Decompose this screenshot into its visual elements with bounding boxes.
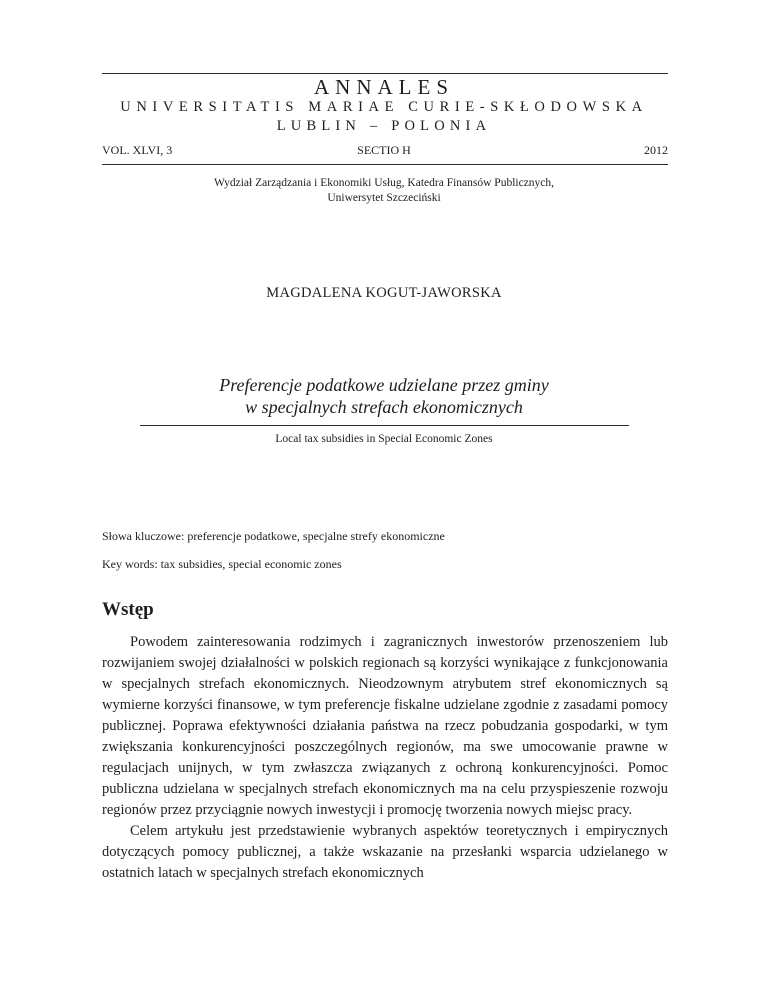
masthead-bottom-rule xyxy=(102,164,668,165)
journal-location: LUBLIN – POLONIA xyxy=(276,118,492,134)
body-text xyxy=(102,632,668,884)
section-heading: Wstęp xyxy=(102,599,154,620)
paragraph-2: Celem artykułu jest przedstawienie wybranych aspektów teoretycznych i empirycznych dotyczących pomocy publicznej, a także wskazanie na przesłanki wsparcia udzielanego w ostatnich latach w specjalnych strefach ekonomicznych xyxy=(102,823,668,881)
year-label: 2012 xyxy=(644,143,668,157)
section-label: SECTIO H xyxy=(357,143,411,157)
paragraph-1: Powodem zainteresowania rodzimych i zagranicznych inwestorów przenoszeniem lub rozwijaniem swojej działalności w polskich regionach są korzyści wynikające z funkcjonowania w specjalnych strefach ekonomicznych. Nieodzownym atrybutem stref ekonomicznych są wymierne korzyści finansowe, w tym preferencje fiskalne udzielane zgodnie z zasadami pomocy publicznej. Poprawa efektywności działania państwa na rzecz pobudzania gospodarki, w tym zwiększania konkurencyjności poszczególnych regionów, ma swe umocowanie prawne w regulacjach unijnych, w tym zwłaszcza związanych z ochroną konkurencyjności. Pomoc publiczna udzielana w specjalnych strefach ekonomicznych ma na celu przyspieszenie rozwoju regionów przez przyciągnie nowych inwestycji i promocję tworzenia nowych miejsc pracy. xyxy=(102,634,668,818)
affiliation-line-2: Uniwersytet Szczeciński xyxy=(327,192,441,204)
keywords-polish: Słowa kluczowe: preferencje podatkowe, specjalne strefy ekonomiczne xyxy=(102,529,445,543)
title-rule xyxy=(140,425,629,426)
article-title-line-2: w specjalnych strefach ekonomicznych xyxy=(245,397,523,417)
article-title-line-1: Preferencje podatkowe udzielane przez gminy xyxy=(219,375,549,395)
keywords-english: Key words: tax subsidies, special economic zones xyxy=(102,557,342,571)
affiliation-line-1: Wydział Zarządzania i Ekonomiki Usług, Katedra Finansów Publicznych, xyxy=(213,177,555,189)
journal-title: ANNALES xyxy=(314,75,454,99)
journal-subtitle: UNIVERSITATIS MARIAE CURIE-SKŁODOWSKA xyxy=(120,99,648,115)
volume-label: VOL. XLVI, 3 xyxy=(102,143,173,157)
english-title: Local tax subsidies in Special Economic Zones xyxy=(275,433,493,445)
author-name: MAGDALENA KOGUT-JAWORSKA xyxy=(266,285,502,301)
